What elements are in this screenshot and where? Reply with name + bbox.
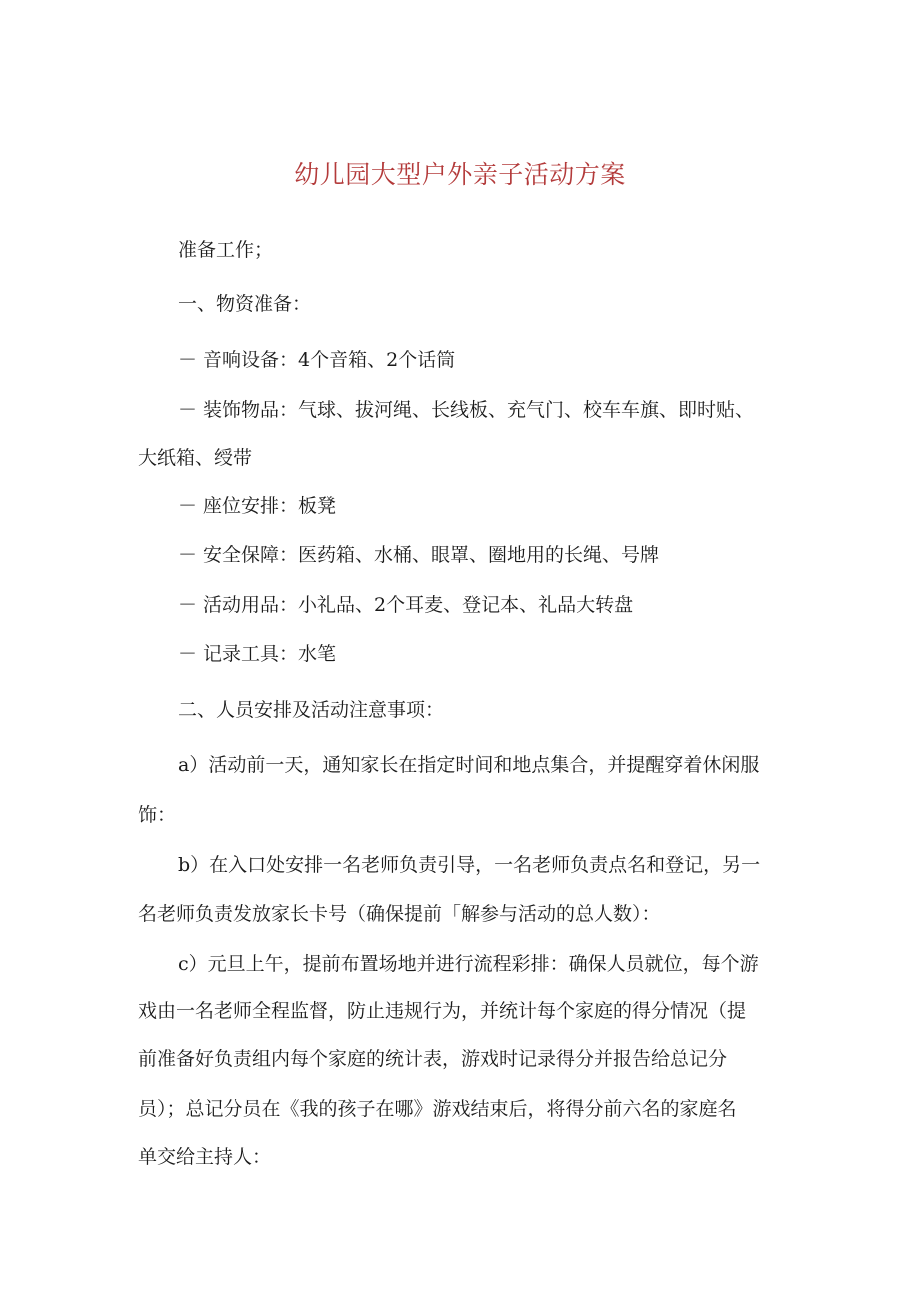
list-item: － 安全保障：医药箱、水桶、眼罩、圈地用的长绳、号牌	[178, 544, 660, 566]
list-item: － 活动用品：小礼品、2个耳麦、登记本、礼品大转盘	[178, 594, 634, 616]
paragraph-line: 员）；总记分员在《我的孩子在哪》游戏结束后，将得分前六名的家庭名	[138, 1098, 737, 1120]
document-title: 幼儿园大型户外亲子活动方案	[294, 160, 626, 189]
paragraph-line: 名老师负责发放家长卡号（确保提前「解参与活动的总人数）：	[138, 903, 661, 925]
section-heading: 一、物资准备：	[178, 293, 312, 315]
paragraph-line: 单交给主持人：	[138, 1146, 272, 1168]
paragraph-line: 戏由一名老师全程监督，防止违规行为，并统计每个家庭的得分情况（提	[138, 1000, 747, 1022]
paragraph-line: b）在入口处安排一名老师负责引导，一名老师负责点名和登记，另一	[178, 854, 761, 876]
paragraph-line: 饰：	[138, 804, 177, 826]
text-line: 准备工作；	[178, 239, 274, 261]
list-item: － 音响设备：4个音箱、2个话筒	[178, 349, 456, 371]
paragraph-line: a）活动前一天，通知家长在指定时间和地点集合，并提醒穿着休闲服	[178, 754, 760, 776]
list-item: － 记录工具：水笔	[178, 643, 337, 665]
list-item-continuation: 大纸箱、绶带	[138, 447, 253, 469]
list-item: － 装饰物品：气球、拔河绳、长线板、充气门、校车车旗、即时贴、	[178, 399, 755, 421]
list-item: － 座位安排：板凳	[178, 495, 337, 517]
paragraph-line: c）元旦上午，提前布置场地并进行流程彩排：确保人员就位，每个游	[178, 953, 759, 975]
section-heading: 二、人员安排及活动注意事项：	[178, 699, 445, 721]
paragraph-line: 前准备好负责组内每个家庭的统计表，游戏时记录得分并报告给总记分	[138, 1048, 728, 1070]
